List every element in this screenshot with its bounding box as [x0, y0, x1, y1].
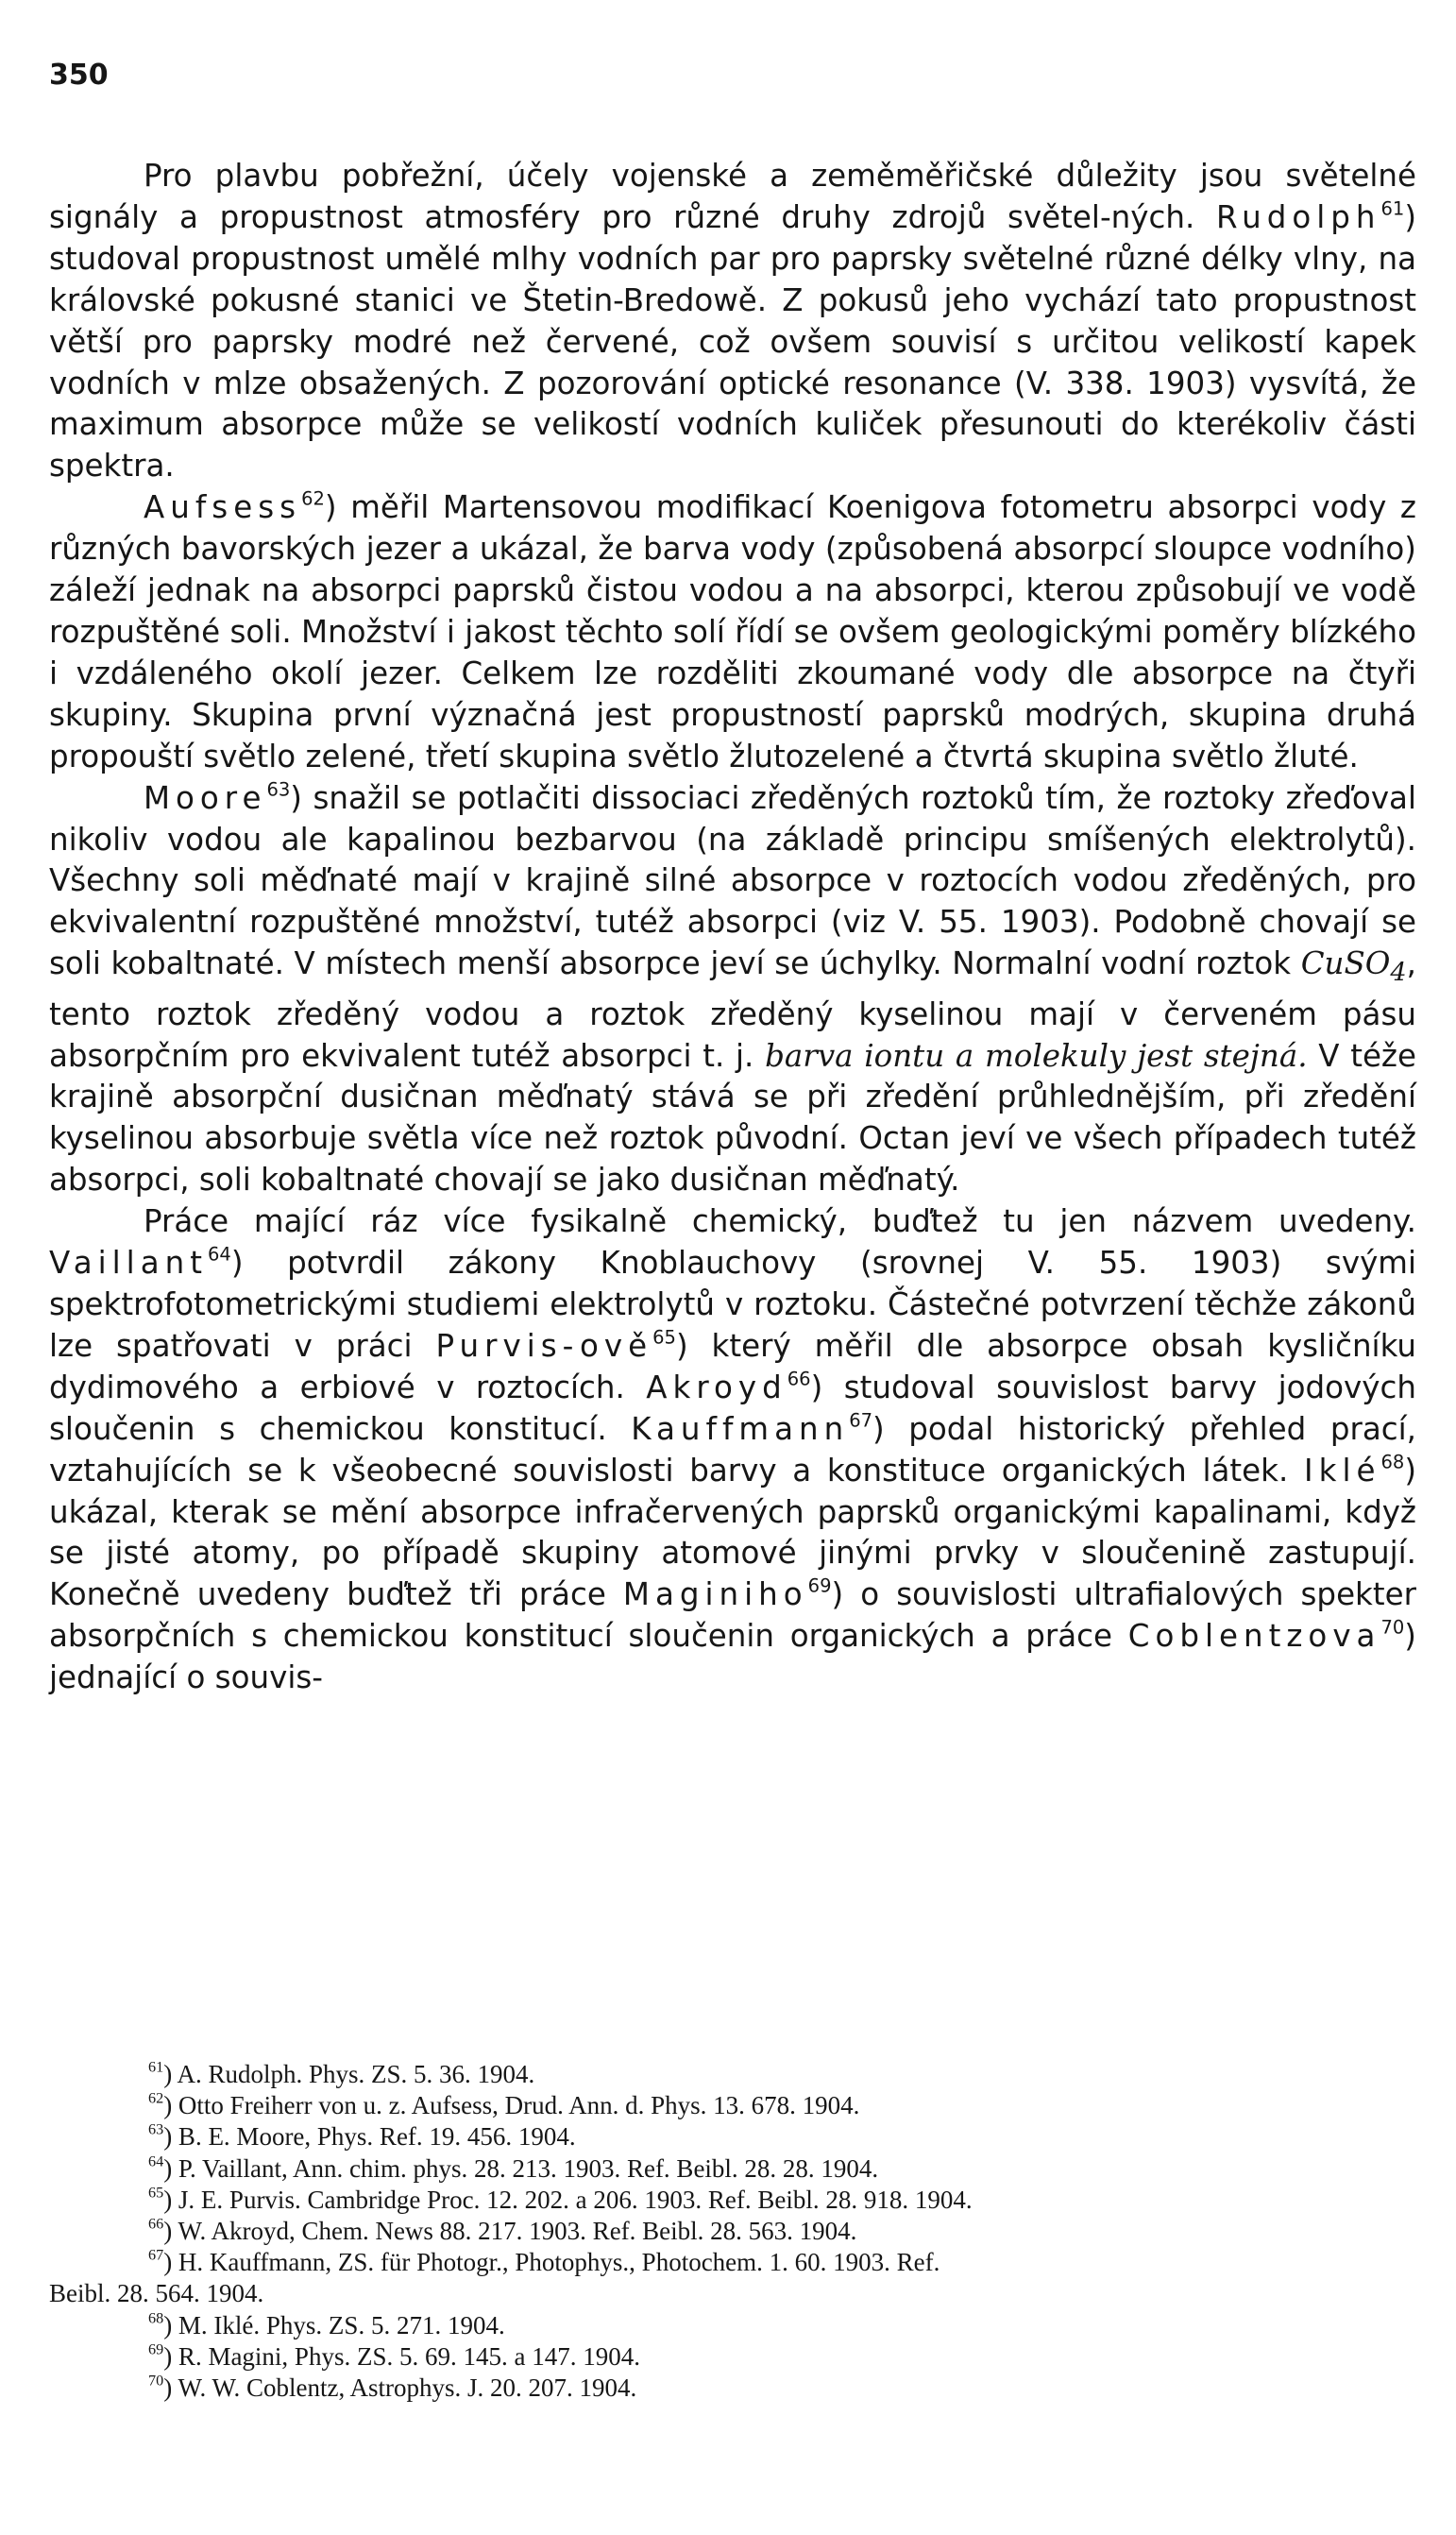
footnote — [49, 2247, 1416, 2278]
footnote-text: ) W. Akroyd, Chem. News 88. 217. 1903. Ref. Beibl. 28. 563. 1904. — [163, 2217, 857, 2246]
footnote-text: ) P. Vaillant, Ann. chim. phys. 28. 213. 1903. Ref. Beibl. 28. 28. 1904. — [163, 2153, 879, 2183]
footnote-ref-65: 65 — [652, 1326, 676, 1349]
page-number: 350 — [49, 59, 109, 92]
footnote-number: 61 — [148, 2058, 164, 2076]
paragraph-4 — [49, 1201, 1416, 1699]
footnote-text: ) R. Magini, Phys. ZS. 5. 69. 145. a 147. 1904. — [163, 2341, 640, 2371]
footnote-number: 68 — [148, 2309, 164, 2327]
paragraph-4-text-b: ) potvrdil zákony Knoblauchovy (srovnej V. 55. 1903) svými spektrofotometrickými studiemi elektrolytů v roztoku. Částečné potvrzení těchže zákonů lze spatřovati v práci — [49, 1245, 1416, 1364]
paragraph-3-text-c: V téže krajině absorpční dusičnan měďnatý stává se při zředění průhlednějším, při zředění kyselinou absorbuje světla více než roztok původní. Octan jeví ve všech případech tutéž absorpci, soli kobaltnaté chovají se jako dusičnan měďnatý. — [49, 1037, 1416, 1199]
footnote-number: 70 — [148, 2372, 164, 2390]
footnote — [49, 2059, 1416, 2090]
author-coblentz: Coblentzova — [1127, 1618, 1381, 1655]
footnote-ref-62: 62 — [301, 487, 325, 510]
footnote-ref-64: 64 — [207, 1243, 231, 1266]
footnote-ref-69: 69 — [807, 1574, 832, 1597]
author-magini: Maginiho — [622, 1576, 808, 1613]
footnote-ref-67: 67 — [849, 1409, 873, 1432]
author-aufsess: Aufsess — [144, 489, 302, 526]
footnote — [49, 2310, 1416, 2341]
footnote-ref-70: 70 — [1380, 1616, 1405, 1639]
author-moore: Moore — [144, 779, 267, 816]
paragraph-1-text: Pro plavbu pobřežní, účely vojenské a zeměměřičské důležity jsou světelné signály a propustnost atmosféry pro různé druhy zdrojů světel-ných. — [49, 158, 1416, 235]
paragraph-4-text-f: ) ukázal, kterak se mění absorpce infračervených paprsků organickými kapalinami, když se jisté atomy, po případě skupiny atomové jinými prvky v sloučenině zastupují. Konečně uvedeny buďtež tři práce — [49, 1452, 1416, 1613]
paragraph-4-text-d: ) studoval souvislost barvy jodových sloučenin s chemickou konstitucí. — [49, 1369, 1416, 1447]
paragraph-4-text-h: ) jednající o souvis- — [49, 1618, 1416, 1696]
author-vaillant: Vaillant — [49, 1245, 208, 1282]
author-purvis: Purvis-ově — [435, 1327, 653, 1364]
paragraph-4-text-c: ) který měřil dle absorpce obsah kysličníku dydimového a erbiové v roztocích. — [49, 1327, 1416, 1405]
author-kauffmann: Kauffmann — [631, 1410, 850, 1447]
footnote-text: ) J. E. Purvis. Cambridge Proc. 12. 202. a 206. 1903. Ref. Beibl. 28. 918. 1904. — [163, 2185, 973, 2214]
footnote — [49, 2341, 1416, 2373]
paragraph-4-text-g: ) o souvislosti ultrafialových spekter absorpčních s chemickou konstitucí sloučenin organických a práce — [49, 1576, 1416, 1655]
footnote-ref-61: 61 — [1380, 197, 1405, 220]
footnote-text: ) H. Kauffmann, ZS. für Photogr., Photophys., Photochem. 1. 60. 1903. Ref. — [163, 2248, 940, 2277]
footnote — [49, 2185, 1416, 2216]
footnote-ref-66: 66 — [787, 1368, 811, 1390]
footnote-text: ) A. Rudolph. Phys. ZS. 5. 36. 1904. — [163, 2060, 535, 2088]
footnote-text: ) B. E. Moore, Phys. Ref. 19. 456. 1904. — [163, 2122, 576, 2152]
paragraph-2-text: ) měřil Martensovou modifikací Koenigova fotometru absorpci vody z různých bavorských jezer a ukázal, že barva vody (způsobená absorpcí sloupce vodního) záleží jednak na absorpci paprsků čistou vodou a na absorpci, kterou způsobují ve vodě rozpuštěné soli. Množství i jakost těchto solí řídí se ovšem geologickými poměry blízkého i vzdáleného okolí jezer. Celkem lze rozděliti zkoumané vody dle absorpce na čtyři skupiny. Skupina první význačná jest propustností paprsků modrých, skupina druhá propouští světlo zelené, třetí skupina světlo žlutozelené a čtvrtá skupina světlo žluté. — [49, 489, 1416, 774]
footnote-text: ) W. W. Coblentz, Astrophys. J. 20. 207. 1904. — [163, 2373, 637, 2403]
footnote-number: 69 — [148, 2340, 164, 2358]
paragraph-3-text-a: ) snažil se potlačiti dissociaci zředěných roztoků tím, že roztoky zřeďoval nikoliv vodou ale kapalinou bezbarvou (na základě principu smíšených elektrolytů). Všechny soli měďnaté mají v krajině silné absorpce v roztocích vodou zředěných, pro ekvivalentní rozpuštěné množství, tutéž absorpci (viz V. 55. 1903). Podobně chovají se soli kobaltnaté. V místech menší absorpce jeví se úchylky. Normalní vodní roztok — [49, 779, 1416, 982]
paragraph-1 — [49, 156, 1416, 487]
footnote-number: 63 — [148, 2121, 164, 2139]
body-text — [49, 156, 1416, 1699]
footnotes — [49, 2059, 1416, 2404]
author-ikle: Iklé — [1304, 1452, 1381, 1489]
paragraph-3-text-b: , tento roztok zředěný vodou a roztok zředěný kyselinou mají v červeném pásu absorpčním pro ekvivalent tutéž absorpci t. j. — [49, 945, 1416, 1074]
footnote — [49, 2121, 1416, 2152]
footnote-text: ) Otto Freiherr von u. z. Aufsess, Drud. Ann. d. Phys. 13. 678. 1904. — [163, 2091, 860, 2120]
footnote-number: 67 — [148, 2246, 164, 2264]
footnote-text: ) M. Iklé. Phys. ZS. 5. 271. 1904. — [163, 2310, 505, 2339]
paragraph-3 — [49, 778, 1416, 1202]
footnote — [49, 2373, 1416, 2404]
formula-cuso4 — [1300, 945, 1407, 988]
paragraph-4-text-a: Práce mající ráz více fysikalně chemický, buďtež tu jen názvem uvedeny. — [144, 1203, 1416, 1240]
paragraph-2 — [49, 487, 1416, 777]
footnote-number: 64 — [148, 2152, 164, 2170]
author-akroyd: Akroyd — [646, 1369, 787, 1405]
footnote — [49, 2153, 1416, 2185]
paragraph-4-text-e: ) podal historický přehled prací, vztahujících se k všeobecné souvislosti barvy a konstituce organických látek. — [49, 1410, 1416, 1489]
footnote-number: 65 — [148, 2184, 164, 2202]
formula-base: CuSO — [1300, 945, 1391, 982]
footnote-continuation: Beibl. 28. 564. 1904. — [49, 2279, 264, 2308]
footnote-number: 62 — [148, 2089, 164, 2107]
footnote-number: 66 — [148, 2215, 164, 2233]
footnote — [49, 2090, 1416, 2121]
formula-subscript: 4 — [1390, 958, 1407, 988]
italic-phrase: barva iontu a molekuly jest stejná. — [765, 1037, 1308, 1074]
author-rudolph: Rudolph — [1215, 198, 1381, 235]
footnote — [49, 2216, 1416, 2247]
footnote-ref-63: 63 — [266, 777, 291, 800]
paragraph-1-rest: ) studoval propustnost umělé mlhy vodních par pro paprsky světelné různé délky vlny, na královské pokusné stanici ve Štetin-Bredowě. Z pokusů jeho vychází tato propustnost větší pro paprsky modré než červené, což ovšem souvisí s určitou velikostí kapek vodních v mlze obsažených. Z pozorování optické resonance (V. 338. 1903) vysvítá, že maximum absorpce může se velikostí vodních kuliček přesunouti do kterékoliv části spektra. — [49, 198, 1416, 485]
footnote-ref-68: 68 — [1380, 1450, 1405, 1472]
